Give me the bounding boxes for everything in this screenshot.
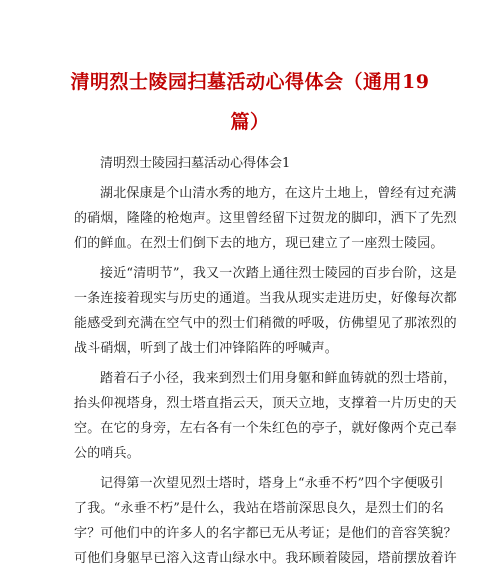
paragraph-4-line-3: 字？可他们中的许多人的名字都已无从考证；是他们的音容笑貌？ xyxy=(74,526,457,541)
paragraph-3-line-2: 抬头仰视塔身，烈士塔直指云天，顶天立地，支撑着一片历史的天 xyxy=(74,396,457,411)
paragraph-4-line-4: 可他们身躯早已溶入这青山绿水中。我环顾着陵园，塔前摆放着许 xyxy=(74,551,457,566)
paragraph-3-line-3: 空。在它的身旁，左右各有一个朱红色的亭子，就好像两个克己奉 xyxy=(74,421,457,436)
section-heading: 清明烈士陵园扫墓活动心得体会1 xyxy=(100,156,291,171)
paragraph-2-line-1: 接近“清明节”，我又一次踏上通往烈士陵园的百步台阶，这是 xyxy=(100,266,457,281)
paragraph-1-line-2: 的硝烟，隆隆的枪炮声。这里曾经留下过贺龙的脚印，洒下了先烈 xyxy=(74,211,457,226)
document-title-line-2: 篇） xyxy=(230,111,270,133)
paragraph-2-line-2: 一条连接着现实与历史的通道。当我从现实走进历史，好像每次都 xyxy=(74,291,457,306)
paragraph-1-line-3: 们的鲜血。在烈士们倒下去的地方，现已建立了一座烈士陵园。 xyxy=(74,236,444,251)
paragraph-3-line-4: 公的哨兵。 xyxy=(74,446,141,461)
paragraph-3-line-1: 踏着石子小径，我来到烈士们用身躯和鲜血铸就的烈士塔前， xyxy=(100,371,457,386)
paragraph-1-line-1: 湖北保康是个山清水秀的地方，在这片土地上，曾经有过充满 xyxy=(100,186,457,201)
paragraph-2-line-4: 战斗硝烟，听到了战士们冲锋陷阵的呼喊声。 xyxy=(74,341,339,356)
paragraph-2-line-3: 能感受到充满在空气中的烈士们稍微的呼吸，仿佛望见了那浓烈的 xyxy=(74,316,457,331)
paragraph-4-line-1: 记得第一次望见烈士塔时，塔身上“永垂不朽”四个字便吸引 xyxy=(100,476,444,491)
document-title-line-1: 清明烈士陵园扫墓活动心得体会（通用19 xyxy=(70,71,430,93)
paragraph-4-line-2: 了我。“永垂不朽”是什么，我站在塔前深思良久，是烈士们的名 xyxy=(74,501,445,516)
